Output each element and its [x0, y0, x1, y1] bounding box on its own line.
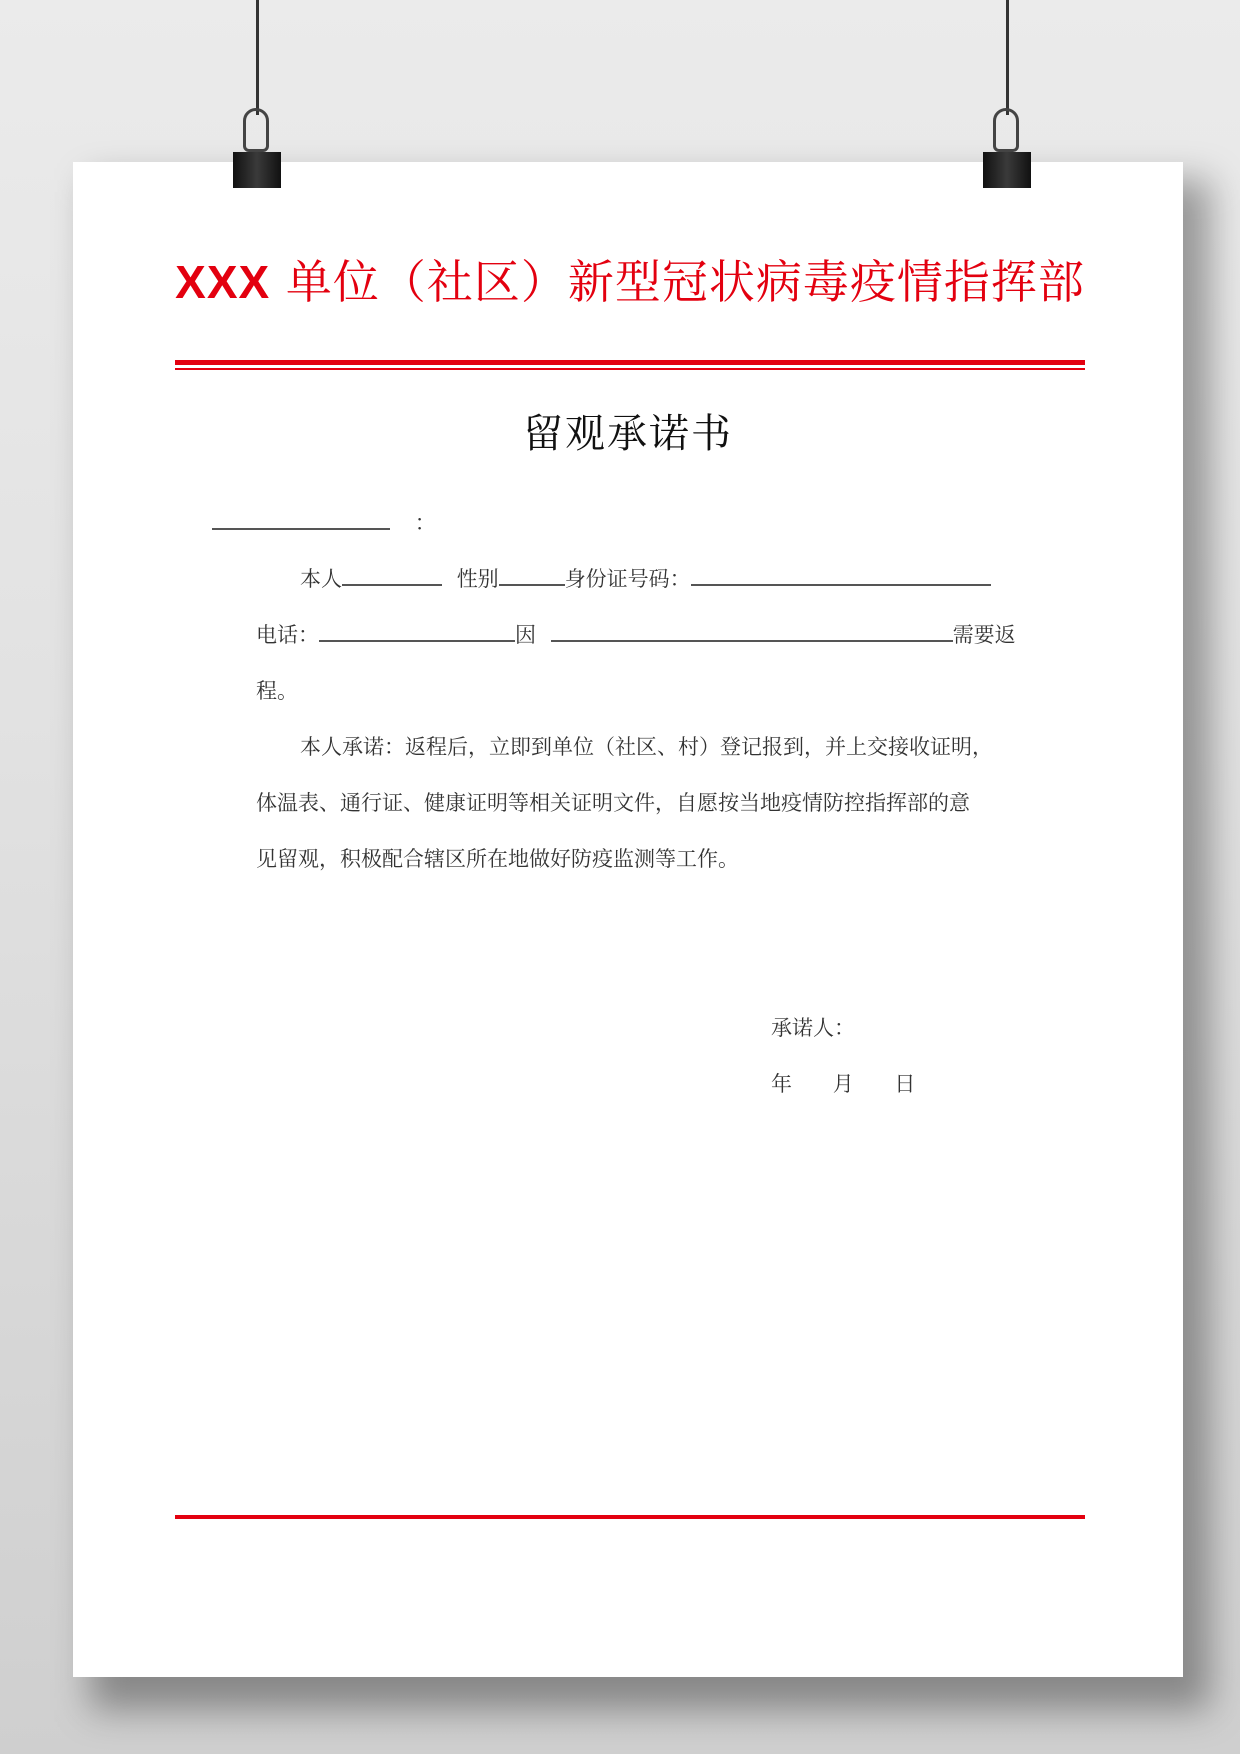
self-label: 本人: [300, 567, 342, 591]
hanging-wire-left: [256, 0, 259, 115]
document-page: [73, 162, 1183, 1677]
org-title: 单位（社区）新型冠状病毒疫情指挥部: [285, 255, 1085, 309]
signer-label: 承诺人：: [771, 1016, 855, 1040]
addressee-blank[interactable]: [212, 527, 390, 530]
commitment-line-3: 见留观，积极配合辖区所在地做好防疫监测等工作。: [256, 847, 739, 871]
commitment-line-2: 体温表、通行证、健康证明等相关证明文件，自愿按当地疫情防控指挥部的意: [256, 791, 970, 815]
commitment-line-1: 本人承诺：返程后，立即到单位（社区、村）登记报到，并上交接收证明，: [300, 735, 993, 759]
phone-label: 电话：: [256, 623, 319, 647]
gender-label: 性别: [456, 567, 499, 591]
month-label: 月: [832, 1072, 854, 1096]
footer-rule: [175, 1515, 1085, 1519]
phone-blank[interactable]: [319, 639, 515, 642]
gender-blank[interactable]: [499, 583, 565, 586]
return-end-line: 程。: [256, 679, 298, 703]
day-label: 日: [894, 1072, 916, 1096]
id-label: 身份证号码：: [564, 567, 691, 591]
header-rule-thin: [175, 368, 1085, 370]
header-rule-thick: [175, 360, 1085, 365]
reason-label: 因: [515, 623, 536, 647]
name-blank[interactable]: [342, 583, 442, 586]
reason-blank[interactable]: [551, 639, 953, 642]
hanging-wire-right: [1006, 0, 1009, 115]
id-number-blank[interactable]: [691, 583, 991, 586]
date-line: [771, 1068, 915, 1098]
year-label: 年: [771, 1072, 792, 1096]
salutation-line: [212, 507, 436, 537]
personal-info-line: [300, 563, 991, 593]
document-title: 留观承诺书: [523, 411, 733, 457]
org-header: [165, 246, 1095, 312]
phone-reason-line: [256, 619, 1016, 649]
return-label: 需要返: [952, 623, 1016, 647]
salutation-colon: ：: [414, 511, 436, 535]
org-prefix: XXX: [175, 256, 271, 308]
